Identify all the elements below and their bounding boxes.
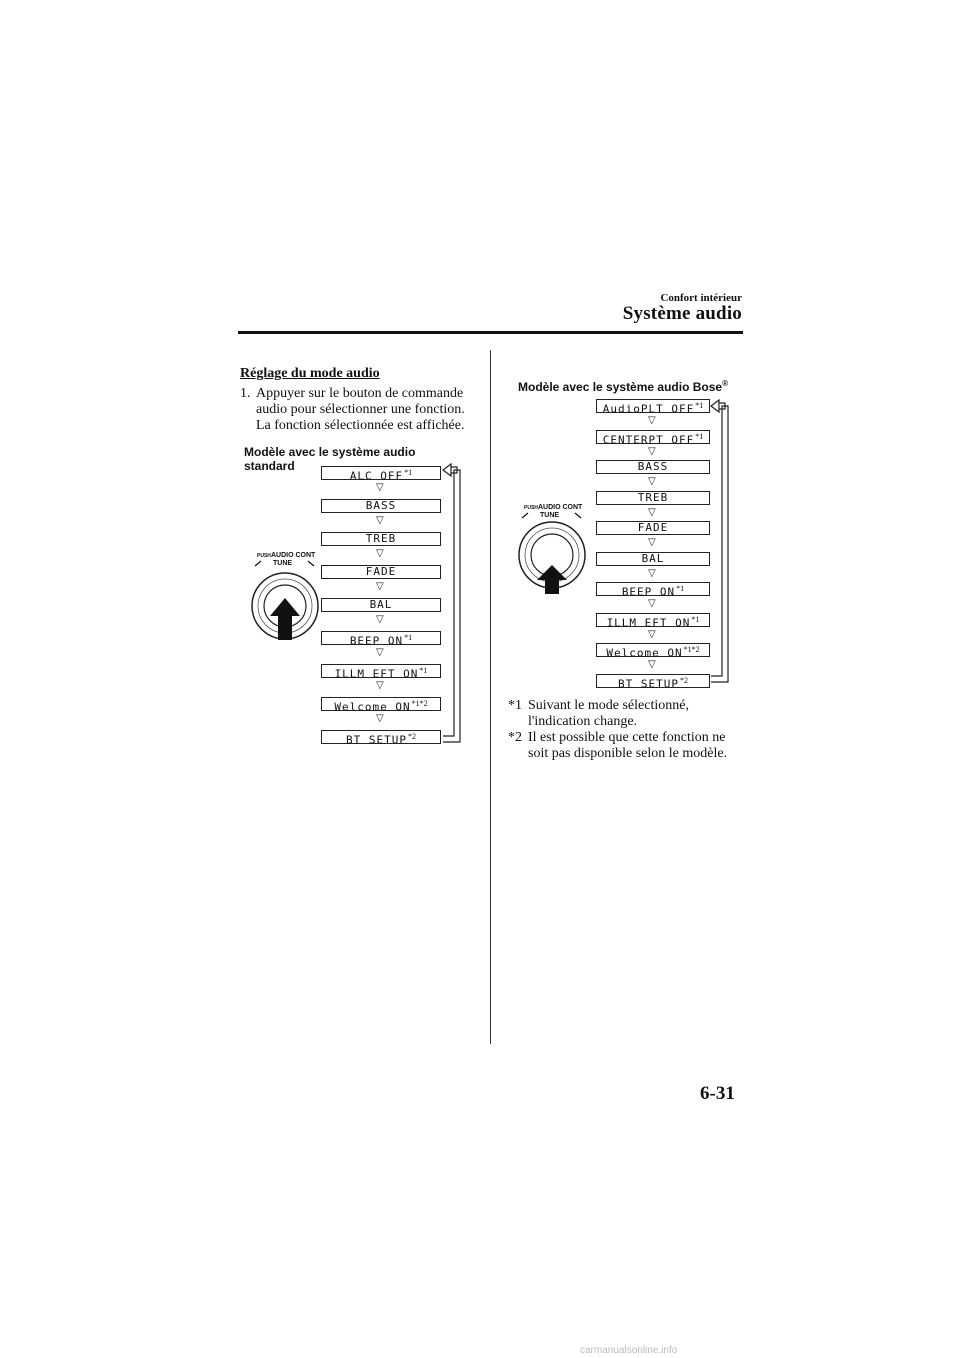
- audio-control-knob-standard: [250, 548, 322, 658]
- display-box: [596, 430, 710, 447]
- bose-model-label-text: Modèle avec le système audio Bose: [518, 380, 723, 394]
- display-footnote-mark: *1*2: [683, 645, 700, 654]
- step-line-1: Appuyer sur le bouton de commande: [256, 386, 464, 401]
- display-box: [321, 532, 441, 546]
- standard-model-label-line-1: Modèle avec le système audio: [244, 445, 416, 459]
- display-text: TREB: [637, 490, 669, 504]
- display-text: CENTERPT OFF: [602, 433, 695, 447]
- footnote-2: [508, 730, 748, 762]
- down-arrow-icon: ▽: [376, 614, 384, 625]
- footnote-2-mark: *2: [508, 730, 522, 745]
- down-arrow-icon: ▽: [376, 680, 384, 691]
- rotate-right-tick-icon: [308, 561, 314, 566]
- knob-tune-label: TUNE: [540, 512, 560, 519]
- down-arrow-icon: ▽: [648, 445, 656, 457]
- display-text: BASS: [365, 499, 397, 512]
- display-text: BEEP ON: [621, 585, 676, 599]
- display-text: BT SETUP: [346, 733, 407, 747]
- display-box: [596, 674, 710, 691]
- display-footnote-mark: *2: [407, 732, 416, 741]
- bose-model-label: [518, 377, 728, 394]
- registered-mark: ®: [722, 379, 728, 388]
- page-number: 6-31: [700, 1083, 735, 1104]
- header-title: Système audio: [622, 303, 742, 324]
- display-text: AudioPLT OFF: [602, 402, 695, 416]
- down-arrow-icon: ▽: [648, 506, 656, 518]
- step-number: 1.: [240, 386, 251, 401]
- step-line-3: La fonction sélectionnée est affichée.: [256, 418, 465, 433]
- down-arrow-icon: ▽: [648, 476, 656, 487]
- rotate-right-tick-icon: [575, 513, 581, 518]
- header-section: Confort intérieur: [660, 292, 742, 304]
- display-text: BT SETUP: [618, 677, 679, 691]
- down-arrow-icon: ▽: [376, 548, 384, 559]
- footnote-1-line-1: Suivant le mode sélectionné,: [528, 698, 689, 713]
- display-footnote-mark: *1: [695, 431, 704, 441]
- display-footnote-mark: *2: [679, 675, 688, 685]
- footnote-1-mark: *1: [508, 698, 522, 713]
- standard-model-label-line-2: standard: [244, 459, 295, 473]
- down-arrow-icon: ▽: [648, 415, 656, 426]
- display-text: FADE: [365, 565, 397, 578]
- display-footnote-mark: *1: [676, 584, 685, 593]
- knob-push-label: PUSH: [257, 553, 271, 559]
- down-arrow-icon: ▽: [648, 567, 656, 579]
- audio-control-knob-bose: [517, 500, 589, 610]
- display-box: [321, 466, 441, 483]
- down-arrow-icon: ▽: [376, 713, 384, 724]
- display-box: [596, 552, 710, 566]
- display-footnote-mark: *1: [695, 401, 704, 410]
- footnote-1-line-2: l'indication change.: [528, 714, 638, 729]
- display-box: [596, 460, 710, 474]
- knob-tune-label: TUNE: [273, 560, 293, 567]
- down-arrow-icon: ▽: [376, 482, 384, 493]
- display-footnote-mark: *1: [691, 614, 700, 624]
- down-arrow-icon: ▽: [376, 515, 384, 526]
- display-text: Welcome ON: [606, 646, 683, 660]
- display-text: ILLM EFT ON: [334, 667, 419, 681]
- section-heading: Réglage du mode audio: [240, 366, 380, 381]
- display-box: [321, 499, 441, 513]
- down-arrow-icon: ▽: [648, 628, 656, 640]
- footnote-1: [508, 698, 748, 730]
- display-box: [321, 730, 441, 747]
- down-arrow-icon: ▽: [648, 659, 656, 670]
- display-box: [321, 565, 441, 579]
- bose-loop-arrow: [708, 396, 738, 690]
- display-box: [596, 521, 710, 535]
- display-footnote-mark: *1*2: [411, 699, 428, 708]
- display-text: ILLM EFT ON: [606, 616, 691, 630]
- step-line-2: audio pour sélectionner une fonction.: [256, 402, 465, 417]
- footnote-2-line-1: Il est possible que cette fonction ne: [528, 730, 726, 745]
- down-arrow-icon: ▽: [376, 581, 384, 592]
- down-arrow-icon: ▽: [648, 598, 656, 609]
- rotate-left-tick-icon: [255, 561, 261, 566]
- display-box: [321, 598, 441, 612]
- rotate-left-tick-icon: [522, 513, 528, 518]
- down-arrow-icon: ▽: [648, 537, 656, 548]
- display-text: TREB: [365, 532, 397, 545]
- header-rule: [238, 331, 743, 334]
- display-text: BASS: [637, 460, 669, 473]
- display-text: Welcome ON: [334, 700, 411, 714]
- knob-push-label: PUSH: [524, 505, 538, 511]
- display-footnote-mark: *1: [404, 468, 413, 477]
- display-box: [596, 399, 710, 416]
- column-separator: [490, 350, 491, 1044]
- display-box: [321, 664, 441, 681]
- display-footnote-mark: *1: [404, 633, 413, 642]
- display-text: BAL: [369, 598, 393, 611]
- step-1: [240, 386, 480, 434]
- display-box: [596, 613, 710, 630]
- footnote-2-line-2: soit pas disponible selon le modèle.: [528, 746, 728, 761]
- knob-audio-cont-label: AUDIO CONT: [538, 504, 583, 511]
- display-box: [321, 697, 441, 714]
- standard-loop-arrow: [440, 460, 470, 750]
- display-box: [596, 582, 710, 599]
- display-box: [596, 643, 710, 660]
- display-box: [596, 491, 710, 505]
- display-text: BEEP ON: [349, 634, 404, 648]
- knob-audio-cont-label: AUDIO CONT: [271, 552, 316, 559]
- display-text: ALC OFF: [349, 469, 404, 483]
- display-text: FADE: [637, 521, 669, 534]
- display-footnote-mark: *1: [419, 666, 428, 675]
- display-text: BAL: [641, 551, 665, 565]
- down-arrow-icon: ▽: [376, 647, 384, 658]
- display-box: [321, 631, 441, 648]
- watermark: carmanualsonline.info: [580, 1345, 678, 1356]
